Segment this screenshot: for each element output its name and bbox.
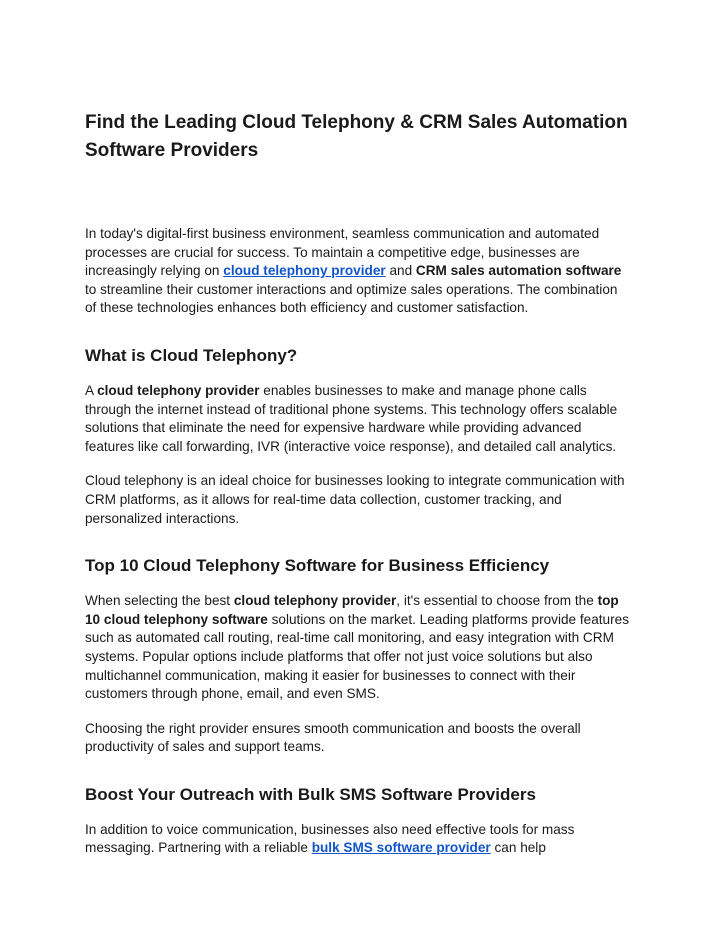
intro-paragraph <box>85 225 630 318</box>
section2-paragraph-2: Choosing the right provider ensures smooth communication and boosts the overall productivity of sales and support teams. <box>85 720 581 755</box>
section-heading-bulk-sms: Boost Your Outreach with Bulk SMS Software Providers <box>85 784 536 804</box>
section1-paragraph-1 <box>85 382 630 456</box>
intro-text-2: and <box>385 263 416 279</box>
section1-p1-bold: cloud telephony provider <box>97 382 260 398</box>
section2-paragraph-1 <box>85 592 630 704</box>
intro-text-1: In today's digital-first business environment, seamless communication and automated processes are crucial for success. To maintain a competitive edge, businesses are increasingly relying on <box>85 226 600 279</box>
section2-p1-bold-2: top 10 cloud telephony software <box>85 593 619 627</box>
document-title: Find the Leading Cloud Telephony & CRM Sales Automation Software Providers <box>85 112 628 161</box>
section1-p1-text-1: A <box>85 382 98 398</box>
section1-p1-text-2: enables businesses to make and manage phone calls through the internet instead of traditional phone systems. This technology offers scalable solutions that eliminate the need for expensive hardware while providing advanced features like call forwarding, IVR (interactive voice response), and detailed call analytics. <box>85 382 618 454</box>
section1-paragraph-2: Cloud telephony is an ideal choice for businesses looking to integrate communication with CRM platforms, as it allows for real-time data collection, customer tracking, and personalized interactions. <box>85 473 625 526</box>
section3-paragraph-1 <box>85 821 630 858</box>
section-heading-top-10: Top 10 Cloud Telephony Software for Business Efficiency <box>85 556 550 576</box>
bulk-sms-software-provider-link[interactable]: bulk SMS software provider <box>311 840 491 856</box>
section2-p1-text-3: solutions on the market. Leading platforms provide features such as automated call routing, real-time call monitoring, and easy integration with CRM systems. Popular options include platforms that offer not just voice solutions but also multichannel communication, making it easier for businesses to connect with their customers through phone, email, and even SMS. <box>85 611 630 702</box>
cloud-telephony-provider-link[interactable]: cloud telephony provider <box>223 263 386 279</box>
section3-p1-text-1: In addition to voice communication, businesses also need effective tools for mass messaging. Partnering with a reliable <box>85 821 575 856</box>
section2-p1-bold-1: cloud telephony provider <box>233 593 397 609</box>
section2-p1-text-2: , it's essential to choose from the <box>396 593 598 609</box>
intro-text-3: to streamline their customer interactions and optimize sales operations. The combination of these technologies enhances both efficiency and customer satisfaction. <box>85 281 618 316</box>
document-page <box>85 109 630 874</box>
section2-p1-text-1: When selecting the best <box>85 593 234 609</box>
section-heading-cloud-telephony: What is Cloud Telephony? <box>85 345 298 365</box>
intro-bold-crm: CRM sales automation software <box>415 263 622 279</box>
section3-p1-text-2: can help <box>490 840 546 856</box>
